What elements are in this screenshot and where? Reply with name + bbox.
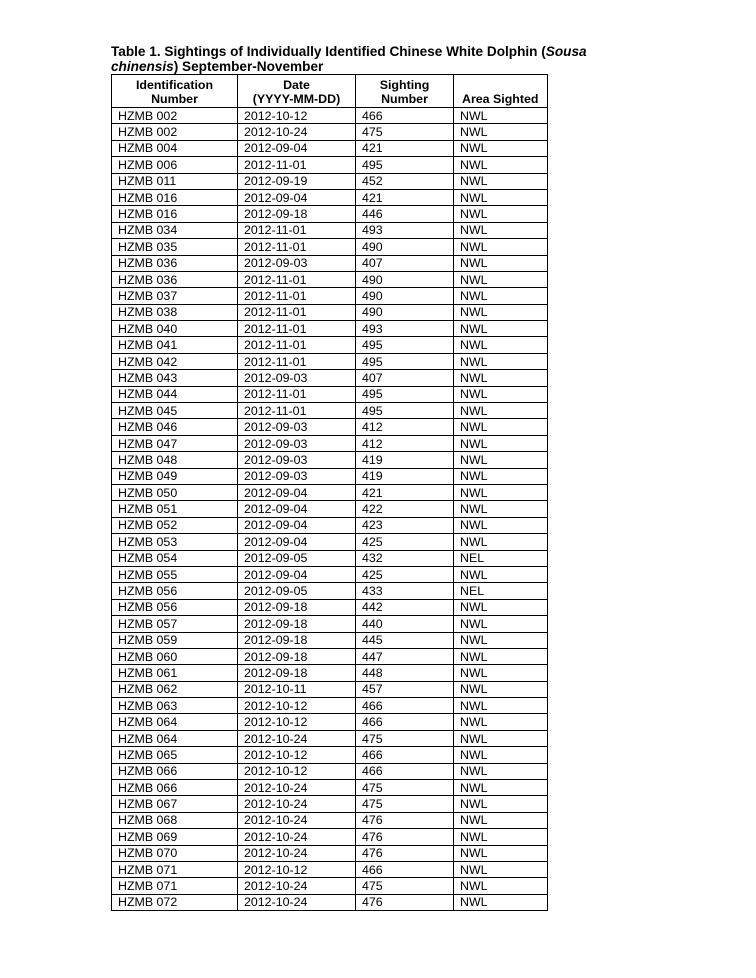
table-row (112, 419, 548, 435)
area-sighted-cell: NWL (454, 288, 548, 304)
caption-species-genus: Sousa (545, 44, 587, 59)
table-row (112, 435, 548, 451)
date-cell: 2012-11-01 (238, 222, 356, 238)
sighting-number-cell: 466 (356, 698, 454, 714)
sighting-number-cell: 466 (356, 747, 454, 763)
date-cell: 2012-10-24 (238, 845, 356, 861)
table-row (112, 255, 548, 271)
identification-number-cell: HZMB 066 (112, 780, 238, 796)
date-cell: 2012-11-01 (238, 353, 356, 369)
area-sighted-cell: NWL (454, 665, 548, 681)
identification-number-cell: HZMB 048 (112, 452, 238, 468)
area-sighted-cell: NWL (454, 206, 548, 222)
identification-number-cell: HZMB 061 (112, 665, 238, 681)
table-row (112, 108, 548, 124)
identification-number-cell: HZMB 040 (112, 321, 238, 337)
date-cell: 2012-10-24 (238, 730, 356, 746)
area-sighted-cell: NWL (454, 403, 548, 419)
identification-number-cell: HZMB 004 (112, 140, 238, 156)
sighting-number-cell: 422 (356, 501, 454, 517)
sighting-number-cell: 475 (356, 796, 454, 812)
identification-number-cell: HZMB 063 (112, 698, 238, 714)
sighting-number-cell: 447 (356, 648, 454, 664)
table-row (112, 714, 548, 730)
table-row (112, 894, 548, 910)
area-sighted-cell: NWL (454, 370, 548, 386)
identification-number-cell: HZMB 070 (112, 845, 238, 861)
area-sighted-cell: NWL (454, 616, 548, 632)
table-row (112, 501, 548, 517)
area-sighted-cell: NWL (454, 780, 548, 796)
caption-prefix: Table 1. Sightings of Individually Identified Chinese White Dolphin ( (111, 44, 546, 59)
sighting-number-cell: 412 (356, 435, 454, 451)
area-sighted-cell: NWL (454, 239, 548, 255)
area-sighted-cell: NWL (454, 108, 548, 124)
date-cell: 2012-10-12 (238, 763, 356, 779)
identification-number-cell: HZMB 044 (112, 386, 238, 402)
sighting-number-cell: 423 (356, 517, 454, 533)
area-sighted-cell: NWL (454, 796, 548, 812)
sighting-number-cell: 490 (356, 288, 454, 304)
identification-number-cell: HZMB 064 (112, 730, 238, 746)
table-row (112, 484, 548, 500)
identification-number-cell: HZMB 002 (112, 124, 238, 140)
identification-number-cell: HZMB 041 (112, 337, 238, 353)
area-sighted-cell: NWL (454, 173, 548, 189)
date-cell: 2012-10-12 (238, 698, 356, 714)
identification-number-cell: HZMB 038 (112, 304, 238, 320)
sighting-number-cell: 457 (356, 681, 454, 697)
date-cell: 2012-10-24 (238, 780, 356, 796)
table-row (112, 632, 548, 648)
sighting-number-cell: 476 (356, 829, 454, 845)
area-sighted-cell: NWL (454, 222, 548, 238)
area-sighted-cell: NWL (454, 189, 548, 205)
sighting-number-cell: 425 (356, 534, 454, 550)
column-header-area-sighted: Area Sighted (454, 75, 548, 108)
date-cell: 2012-10-12 (238, 714, 356, 730)
identification-number-cell: HZMB 011 (112, 173, 238, 189)
identification-number-cell: HZMB 054 (112, 550, 238, 566)
date-cell: 2012-09-04 (238, 189, 356, 205)
date-cell: 2012-09-18 (238, 616, 356, 632)
area-sighted-cell: NWL (454, 304, 548, 320)
sighting-number-cell: 407 (356, 370, 454, 386)
table-row (112, 747, 548, 763)
sighting-number-cell: 452 (356, 173, 454, 189)
area-sighted-cell: NWL (454, 698, 548, 714)
table-row (112, 140, 548, 156)
area-sighted-cell: NWL (454, 714, 548, 730)
date-cell: 2012-10-12 (238, 108, 356, 124)
identification-number-cell: HZMB 060 (112, 648, 238, 664)
date-cell: 2012-09-04 (238, 501, 356, 517)
area-sighted-cell: NWL (454, 452, 548, 468)
table-header-row (112, 75, 548, 108)
sighting-number-cell: 475 (356, 124, 454, 140)
date-cell: 2012-09-03 (238, 370, 356, 386)
date-cell: 2012-09-18 (238, 648, 356, 664)
area-sighted-cell: NWL (454, 648, 548, 664)
sighting-number-cell: 493 (356, 321, 454, 337)
table-row (112, 206, 548, 222)
table-row (112, 550, 548, 566)
caption-species-epithet: chinensis (111, 59, 174, 74)
area-sighted-cell: NWL (454, 829, 548, 845)
area-sighted-cell: NWL (454, 124, 548, 140)
date-cell: 2012-11-01 (238, 288, 356, 304)
identification-number-cell: HZMB 072 (112, 894, 238, 910)
sighting-number-cell: 476 (356, 845, 454, 861)
identification-number-cell: HZMB 047 (112, 435, 238, 451)
identification-number-cell: HZMB 053 (112, 534, 238, 550)
area-sighted-cell: NWL (454, 337, 548, 353)
table-row (112, 468, 548, 484)
table-row (112, 648, 548, 664)
date-cell: 2012-11-01 (238, 239, 356, 255)
date-cell: 2012-09-03 (238, 255, 356, 271)
sighting-number-cell: 466 (356, 763, 454, 779)
column-header-identification-number: Identification Number (112, 75, 238, 108)
area-sighted-cell: NWL (454, 140, 548, 156)
date-cell: 2012-10-12 (238, 861, 356, 877)
area-sighted-cell: NWL (454, 435, 548, 451)
identification-number-cell: HZMB 056 (112, 599, 238, 615)
area-sighted-cell: NWL (454, 632, 548, 648)
table-row (112, 157, 548, 173)
identification-number-cell: HZMB 002 (112, 108, 238, 124)
sighting-number-cell: 442 (356, 599, 454, 615)
date-cell: 2012-09-05 (238, 583, 356, 599)
table-row (112, 452, 548, 468)
area-sighted-cell: NWL (454, 386, 548, 402)
area-sighted-cell: NWL (454, 747, 548, 763)
area-sighted-cell: NWL (454, 894, 548, 910)
area-sighted-cell: NWL (454, 157, 548, 173)
identification-number-cell: HZMB 055 (112, 566, 238, 582)
date-cell: 2012-11-01 (238, 337, 356, 353)
date-cell: 2012-11-01 (238, 386, 356, 402)
table-row (112, 698, 548, 714)
table-row (112, 796, 548, 812)
identification-number-cell: HZMB 071 (112, 878, 238, 894)
sighting-number-cell: 490 (356, 271, 454, 287)
date-cell: 2012-10-24 (238, 812, 356, 828)
table-row (112, 665, 548, 681)
sighting-number-cell: 476 (356, 812, 454, 828)
identification-number-cell: HZMB 059 (112, 632, 238, 648)
sighting-number-cell: 495 (356, 157, 454, 173)
area-sighted-cell: NWL (454, 321, 548, 337)
table-row (112, 288, 548, 304)
table-row (112, 321, 548, 337)
table-row (112, 763, 548, 779)
table-row (112, 124, 548, 140)
identification-number-cell: HZMB 067 (112, 796, 238, 812)
area-sighted-cell: NWL (454, 878, 548, 894)
table-row (112, 812, 548, 828)
table-row (112, 403, 548, 419)
table-row (112, 534, 548, 550)
area-sighted-cell: NWL (454, 763, 548, 779)
identification-number-cell: HZMB 034 (112, 222, 238, 238)
date-cell: 2012-11-01 (238, 304, 356, 320)
table-row (112, 730, 548, 746)
table-row (112, 845, 548, 861)
table-row (112, 222, 548, 238)
sighting-number-cell: 495 (356, 337, 454, 353)
identification-number-cell: HZMB 069 (112, 829, 238, 845)
date-cell: 2012-11-01 (238, 157, 356, 173)
identification-number-cell: HZMB 046 (112, 419, 238, 435)
date-cell: 2012-10-24 (238, 124, 356, 140)
table-row (112, 780, 548, 796)
table-row (112, 271, 548, 287)
area-sighted-cell: NWL (454, 681, 548, 697)
sighting-number-cell: 476 (356, 894, 454, 910)
sighting-number-cell: 421 (356, 140, 454, 156)
table-row (112, 861, 548, 877)
sighting-number-cell: 407 (356, 255, 454, 271)
sighting-number-cell: 475 (356, 780, 454, 796)
sighting-number-cell: 466 (356, 714, 454, 730)
identification-number-cell: HZMB 062 (112, 681, 238, 697)
table-row (112, 386, 548, 402)
area-sighted-cell: NWL (454, 501, 548, 517)
column-header-sighting-number: Sighting Number (356, 75, 454, 108)
date-cell: 2012-09-18 (238, 599, 356, 615)
date-cell: 2012-09-04 (238, 140, 356, 156)
caption-suffix: ) September-November (173, 59, 324, 74)
date-cell: 2012-09-03 (238, 452, 356, 468)
area-sighted-cell: NWL (454, 845, 548, 861)
area-sighted-cell: NWL (454, 271, 548, 287)
date-cell: 2012-09-04 (238, 517, 356, 533)
area-sighted-cell: NWL (454, 730, 548, 746)
area-sighted-cell: NWL (454, 468, 548, 484)
date-cell: 2012-11-01 (238, 271, 356, 287)
area-sighted-cell: NWL (454, 566, 548, 582)
date-cell: 2012-09-18 (238, 632, 356, 648)
table-row (112, 337, 548, 353)
sighting-number-cell: 421 (356, 189, 454, 205)
date-cell: 2012-09-05 (238, 550, 356, 566)
table-row (112, 517, 548, 533)
area-sighted-cell: NWL (454, 353, 548, 369)
sighting-number-cell: 466 (356, 861, 454, 877)
identification-number-cell: HZMB 049 (112, 468, 238, 484)
table-caption (111, 44, 631, 74)
table-row (112, 878, 548, 894)
area-sighted-cell: NEL (454, 583, 548, 599)
date-cell: 2012-11-01 (238, 321, 356, 337)
identification-number-cell: HZMB 066 (112, 763, 238, 779)
identification-number-cell: HZMB 071 (112, 861, 238, 877)
table-row (112, 599, 548, 615)
sighting-number-cell: 446 (356, 206, 454, 222)
date-cell: 2012-10-12 (238, 747, 356, 763)
identification-number-cell: HZMB 050 (112, 484, 238, 500)
sighting-number-cell: 490 (356, 239, 454, 255)
sightings-table (111, 74, 548, 911)
date-cell: 2012-10-24 (238, 894, 356, 910)
sighting-number-cell: 475 (356, 878, 454, 894)
table-row (112, 681, 548, 697)
date-cell: 2012-09-18 (238, 665, 356, 681)
date-cell: 2012-09-04 (238, 566, 356, 582)
identification-number-cell: HZMB 057 (112, 616, 238, 632)
sighting-number-cell: 490 (356, 304, 454, 320)
table-row (112, 370, 548, 386)
area-sighted-cell: NWL (454, 255, 548, 271)
identification-number-cell: HZMB 051 (112, 501, 238, 517)
identification-number-cell: HZMB 056 (112, 583, 238, 599)
area-sighted-cell: NWL (454, 861, 548, 877)
date-cell: 2012-10-11 (238, 681, 356, 697)
identification-number-cell: HZMB 064 (112, 714, 238, 730)
date-cell: 2012-09-04 (238, 484, 356, 500)
identification-number-cell: HZMB 052 (112, 517, 238, 533)
date-cell: 2012-09-03 (238, 419, 356, 435)
sighting-number-cell: 421 (356, 484, 454, 500)
sighting-number-cell: 433 (356, 583, 454, 599)
date-cell: 2012-10-24 (238, 796, 356, 812)
sighting-number-cell: 495 (356, 403, 454, 419)
identification-number-cell: HZMB 035 (112, 239, 238, 255)
date-cell: 2012-09-03 (238, 435, 356, 451)
sighting-number-cell: 466 (356, 108, 454, 124)
sighting-number-cell: 493 (356, 222, 454, 238)
identification-number-cell: HZMB 016 (112, 206, 238, 222)
date-cell: 2012-09-03 (238, 468, 356, 484)
date-cell: 2012-10-24 (238, 829, 356, 845)
column-header-date: Date (YYYY-MM-DD) (238, 75, 356, 108)
area-sighted-cell: NWL (454, 812, 548, 828)
area-sighted-cell: NWL (454, 517, 548, 533)
area-sighted-cell: NWL (454, 484, 548, 500)
table-row (112, 173, 548, 189)
sighting-number-cell: 419 (356, 452, 454, 468)
identification-number-cell: HZMB 042 (112, 353, 238, 369)
identification-number-cell: HZMB 036 (112, 255, 238, 271)
sighting-number-cell: 448 (356, 665, 454, 681)
table-row (112, 583, 548, 599)
date-cell: 2012-11-01 (238, 403, 356, 419)
date-cell: 2012-10-24 (238, 878, 356, 894)
identification-number-cell: HZMB 065 (112, 747, 238, 763)
table-row (112, 304, 548, 320)
sighting-number-cell: 440 (356, 616, 454, 632)
sighting-number-cell: 412 (356, 419, 454, 435)
area-sighted-cell: NWL (454, 599, 548, 615)
identification-number-cell: HZMB 016 (112, 189, 238, 205)
area-sighted-cell: NWL (454, 419, 548, 435)
sighting-number-cell: 495 (356, 386, 454, 402)
date-cell: 2012-09-04 (238, 534, 356, 550)
sighting-number-cell: 445 (356, 632, 454, 648)
identification-number-cell: HZMB 036 (112, 271, 238, 287)
table-row (112, 239, 548, 255)
identification-number-cell: HZMB 006 (112, 157, 238, 173)
sighting-number-cell: 495 (356, 353, 454, 369)
identification-number-cell: HZMB 068 (112, 812, 238, 828)
sighting-number-cell: 425 (356, 566, 454, 582)
area-sighted-cell: NEL (454, 550, 548, 566)
table-row (112, 829, 548, 845)
date-cell: 2012-09-19 (238, 173, 356, 189)
identification-number-cell: HZMB 045 (112, 403, 238, 419)
table-row (112, 353, 548, 369)
table-body (112, 108, 548, 911)
date-cell: 2012-09-18 (238, 206, 356, 222)
table-row (112, 189, 548, 205)
sighting-number-cell: 475 (356, 730, 454, 746)
sighting-number-cell: 419 (356, 468, 454, 484)
identification-number-cell: HZMB 037 (112, 288, 238, 304)
table-row (112, 566, 548, 582)
area-sighted-cell: NWL (454, 534, 548, 550)
sighting-number-cell: 432 (356, 550, 454, 566)
identification-number-cell: HZMB 043 (112, 370, 238, 386)
table-row (112, 616, 548, 632)
